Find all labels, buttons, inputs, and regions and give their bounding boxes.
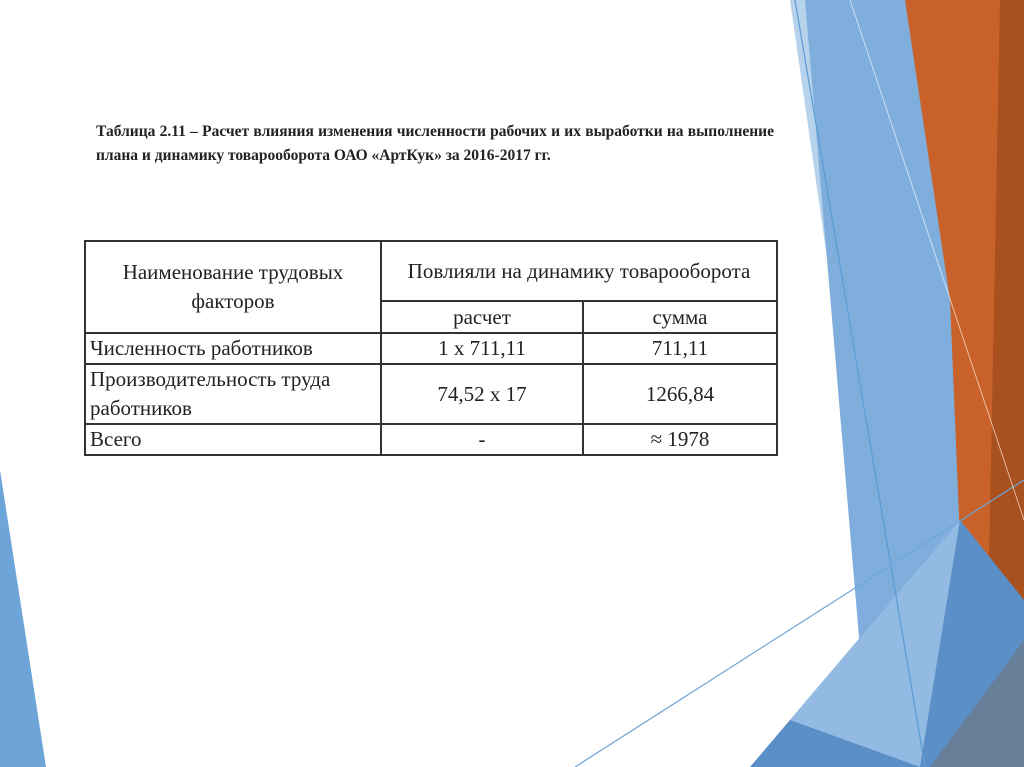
- table-row: [85, 333, 777, 364]
- table-row: [85, 364, 777, 424]
- calc-cell: -: [381, 424, 583, 455]
- table-header-row: [85, 241, 777, 301]
- calc-cell: 74,52 х 17: [381, 364, 583, 424]
- factors-table: [84, 240, 778, 456]
- table-caption: Таблица 2.11 – Расчет влияния изменения численности рабочих и их выработки на выполнение плана и динамику товарооборота ОАО «АртКук» за 2016-2017 гг.: [96, 123, 774, 164]
- factor-cell: Всего: [85, 424, 381, 455]
- sum-cell: ≈ 1978: [583, 424, 777, 455]
- header-factor-cell: Наименование трудовых факторов: [85, 241, 381, 333]
- sum-cell: 1266,84: [583, 364, 777, 424]
- header-sum-cell: сумма: [583, 301, 777, 333]
- header-group-cell: Повлияли на динамику товарооборота: [381, 241, 777, 301]
- calc-cell: 1 х 711,11: [381, 333, 583, 364]
- table-row-total: [85, 424, 777, 455]
- left-blue-shape: [0, 470, 46, 767]
- factor-cell: Производительность труда работников: [85, 364, 381, 424]
- factor-cell: Численность работников: [85, 333, 381, 364]
- sum-cell: 711,11: [583, 333, 777, 364]
- header-calc-cell: расчет: [381, 301, 583, 333]
